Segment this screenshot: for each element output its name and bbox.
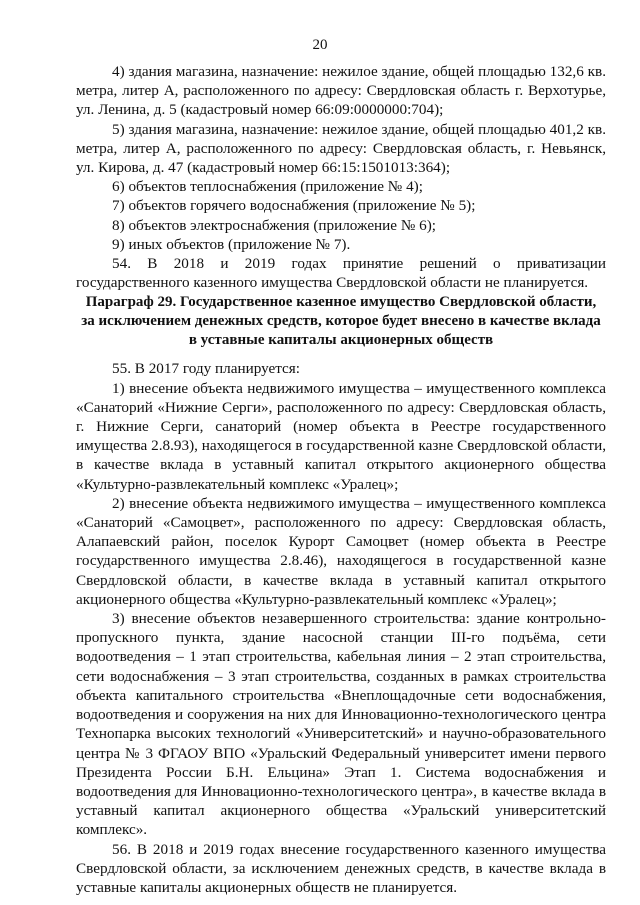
section-heading-line: Параграф 29. Государственное казенное имущество Свердловской области, [85, 294, 597, 311]
clause-54: 54. В 2018 и 2019 годах принятие решений о приватизации государственного казенного имущества Свердловской области не планируется. [76, 255, 606, 292]
clause-55: 55. В 2017 году планируется: [112, 360, 301, 378]
clause-56: 56. В 2018 и 2019 годах внесение государственного казенного имущества Свердловской области, за исключением денежных средств, в качестве вклада в уставные капиталы акционерных обществ не планируется. [76, 840, 606, 896]
section-heading-line: за исключением денежных средств, которое будет внесено в качестве вклада [81, 313, 601, 330]
list-item-7-hot-water: 7) объектов горячего водоснабжения (приложение № 5); [112, 197, 476, 215]
list-item-8-electricity: 8) объектов электроснабжения (приложение № 6); [112, 216, 437, 234]
clause-55-item-2: 2) внесение объекта недвижимого имущества – имущественного комплекса «Санаторий «Самоцвет», расположенного по адресу: Свердловская область, Алапаевский район, поселок Курорт Самоцвет (номер объекта в Реестре государственного имущества 2.8.46), находящегося в государственной казне Свердловской области, в качестве вклада в уставный капитал открытого акционерного общества «Культурно-развлекательный комплекс «Уралец»; [76, 494, 606, 608]
page-number: 20 [312, 37, 328, 53]
section-heading-line: в уставные капиталы акционерных обществ [188, 332, 494, 349]
clause-55-item-3: 3) внесение объектов незавершенного строительства: здание контрольно-пропускного пункта, здание насосной станции III-го подъёма, сети водоотведения – 1 этап строительства, кабельная линия – 2 этап строительства, сети водоснабжения – 3 этап строительства, созданных в рамках строительства объекта капитального строительства «Внеплощадочные сети водоснабжения, водоотведения и сооружения на них для Инновационно-технологического центра Технопарка высоких технологий «Университетский» и научно-образовательного центра № 3 ФГАОУ ВПО «Уральский Федеральный университет имени первого Президента России Б.Н. Ельцина» Этап 1. Система водоснабжения и водоотведения для Инновационно-технологического центра», в качестве вклада в уставный капитал акционерного общества «Уральский университетский комплекс». [76, 610, 606, 839]
document-body [76, 62, 606, 897]
list-item-4-shop-verkhoturye: 4) здания магазина, назначение: нежилое здание, общей площадью 132,6 кв. метра, литер А, расположенного по адресу: Свердловская область г. Верхотурье, ул. Ленина, д. 5 (кадастровый номер 66:09:0000000:704); [76, 63, 606, 119]
list-item-9-other-objects: 9) иных объектов (приложение № 7). [112, 235, 351, 253]
section-heading [76, 293, 606, 350]
list-item-6-heat-supply: 6) объектов теплоснабжения (приложение № 4); [112, 178, 423, 196]
clause-55-item-1: 1) внесение объекта недвижимого имущества – имущественного комплекса «Санаторий «Нижние Серги», расположенного по адресу: Свердловская область, г. Нижние Серги, санаторий (номер объекта в Реестре государственного имущества 2.8.93), находящегося в государственной казне Свердловской области, в качестве вклада в уставный капитал открытого акционерного общества «Культурно-развлекательный комплекс «Уралец»; [76, 379, 606, 493]
list-item-5-shop-nevyansk: 5) здания магазина, назначение: нежилое здание, общей площадью 401,2 кв. метра, литер А, расположенного по адресу: Свердловская область, г. Невьянск, ул. Кирова, д. 47 (кадастровый номер 66:15:1501013:364); [76, 120, 606, 177]
